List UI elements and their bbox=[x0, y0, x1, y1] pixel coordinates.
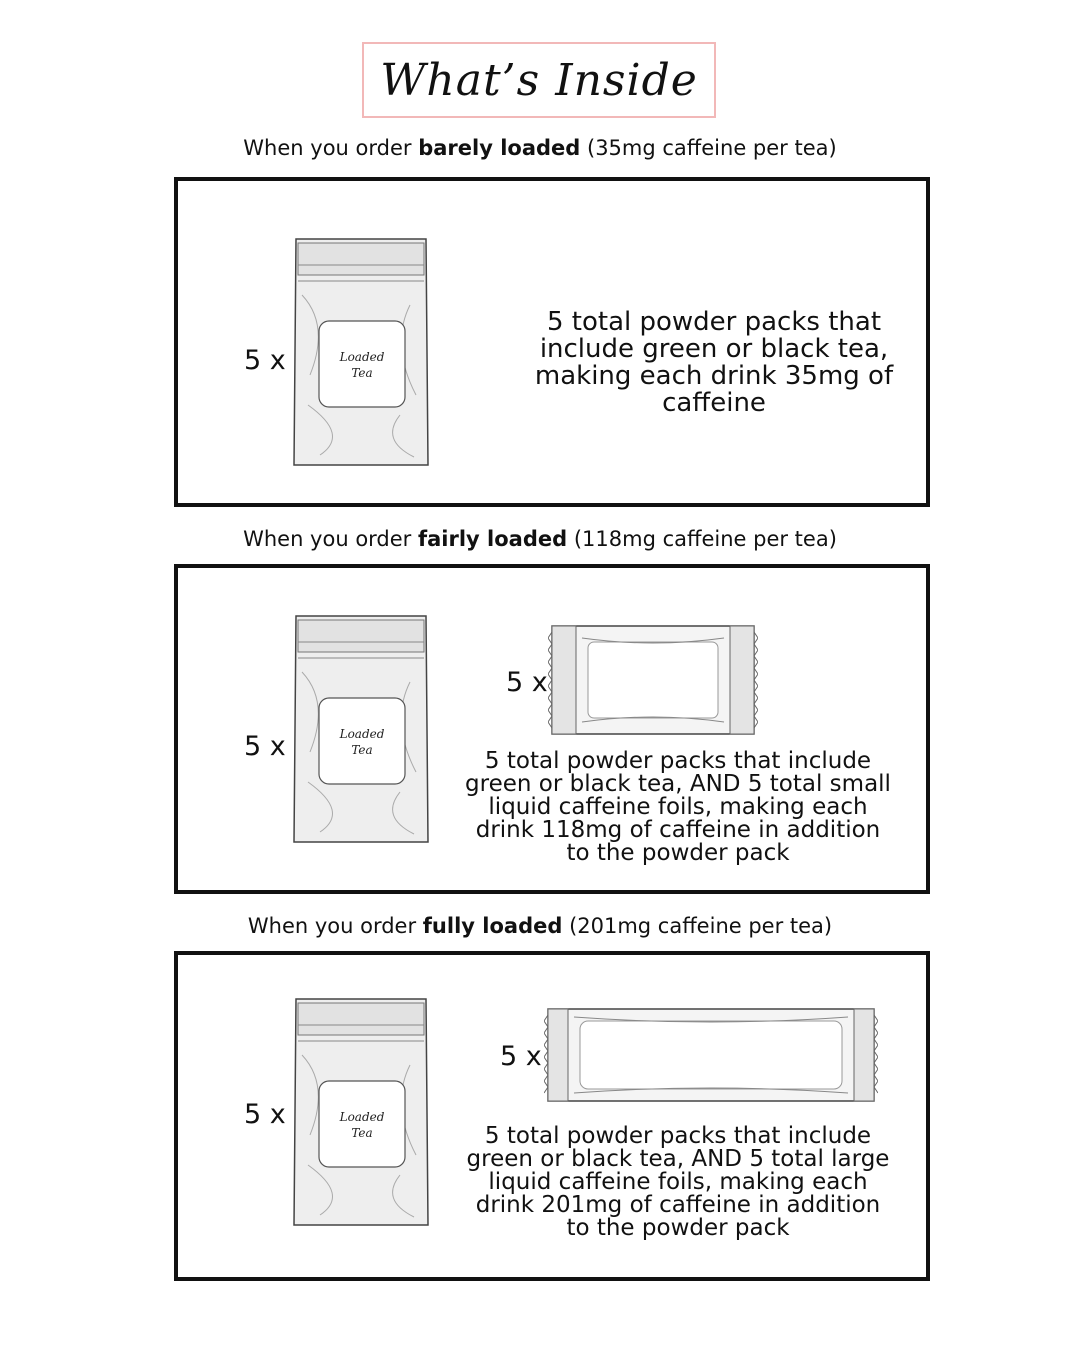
order-name: fully loaded bbox=[422, 914, 563, 938]
order-heading-fully bbox=[0, 914, 1080, 938]
bag-label-tea: Tea bbox=[351, 366, 373, 380]
bag-label-tea: Tea bbox=[351, 743, 373, 757]
foil-quantity: 5 x bbox=[500, 1041, 542, 1072]
bag-quantity: 5 x bbox=[244, 731, 286, 762]
title-frame bbox=[362, 42, 716, 118]
bag-label-loaded: Loaded bbox=[339, 350, 385, 364]
tea-bag-icon bbox=[290, 235, 432, 467]
pack-description: 5 total powder packs that include green or black tea, making each drink 35mg of caffeine bbox=[534, 307, 894, 418]
small-foil-icon bbox=[548, 622, 758, 738]
page-title: What’s Inside bbox=[380, 54, 698, 106]
tea-bag-icon bbox=[290, 995, 432, 1227]
order-prefix: When you order bbox=[243, 527, 418, 551]
bag-quantity: 5 x bbox=[244, 1099, 286, 1130]
order-prefix: When you order bbox=[247, 914, 423, 938]
order-name: barely loaded bbox=[418, 136, 581, 160]
pack-description: 5 total powder packs that include green or black tea, AND 5 total large liquid caffeine foils, making each drink 201mg of caffeine in addition to the powder pack bbox=[466, 1123, 890, 1241]
foil-quantity: 5 x bbox=[506, 667, 548, 698]
order-heading-fairly bbox=[0, 527, 1080, 551]
order-prefix: When you order bbox=[243, 136, 419, 160]
fairly-loaded-panel bbox=[174, 564, 930, 894]
large-foil-icon bbox=[544, 1005, 878, 1105]
bag-label-loaded: Loaded bbox=[339, 727, 385, 741]
order-suffix: (201mg caffeine per tea) bbox=[562, 914, 833, 938]
bag-quantity: 5 x bbox=[244, 345, 286, 376]
order-suffix: (35mg caffeine per tea) bbox=[580, 136, 837, 160]
order-heading-barely bbox=[0, 136, 1080, 160]
barely-loaded-panel bbox=[174, 177, 930, 507]
bag-label-loaded: Loaded bbox=[339, 1110, 385, 1124]
fully-loaded-panel bbox=[174, 951, 930, 1281]
tea-bag-icon bbox=[290, 612, 432, 844]
order-suffix: (118mg caffeine per tea) bbox=[567, 527, 837, 551]
order-name: fairly loaded bbox=[418, 527, 568, 551]
pack-description: 5 total powder packs that include green or black tea, AND 5 total small liquid caffeine foils, making each drink 118mg of caffeine in addition to the powder pack bbox=[465, 748, 891, 866]
bag-label-tea: Tea bbox=[351, 1126, 373, 1140]
